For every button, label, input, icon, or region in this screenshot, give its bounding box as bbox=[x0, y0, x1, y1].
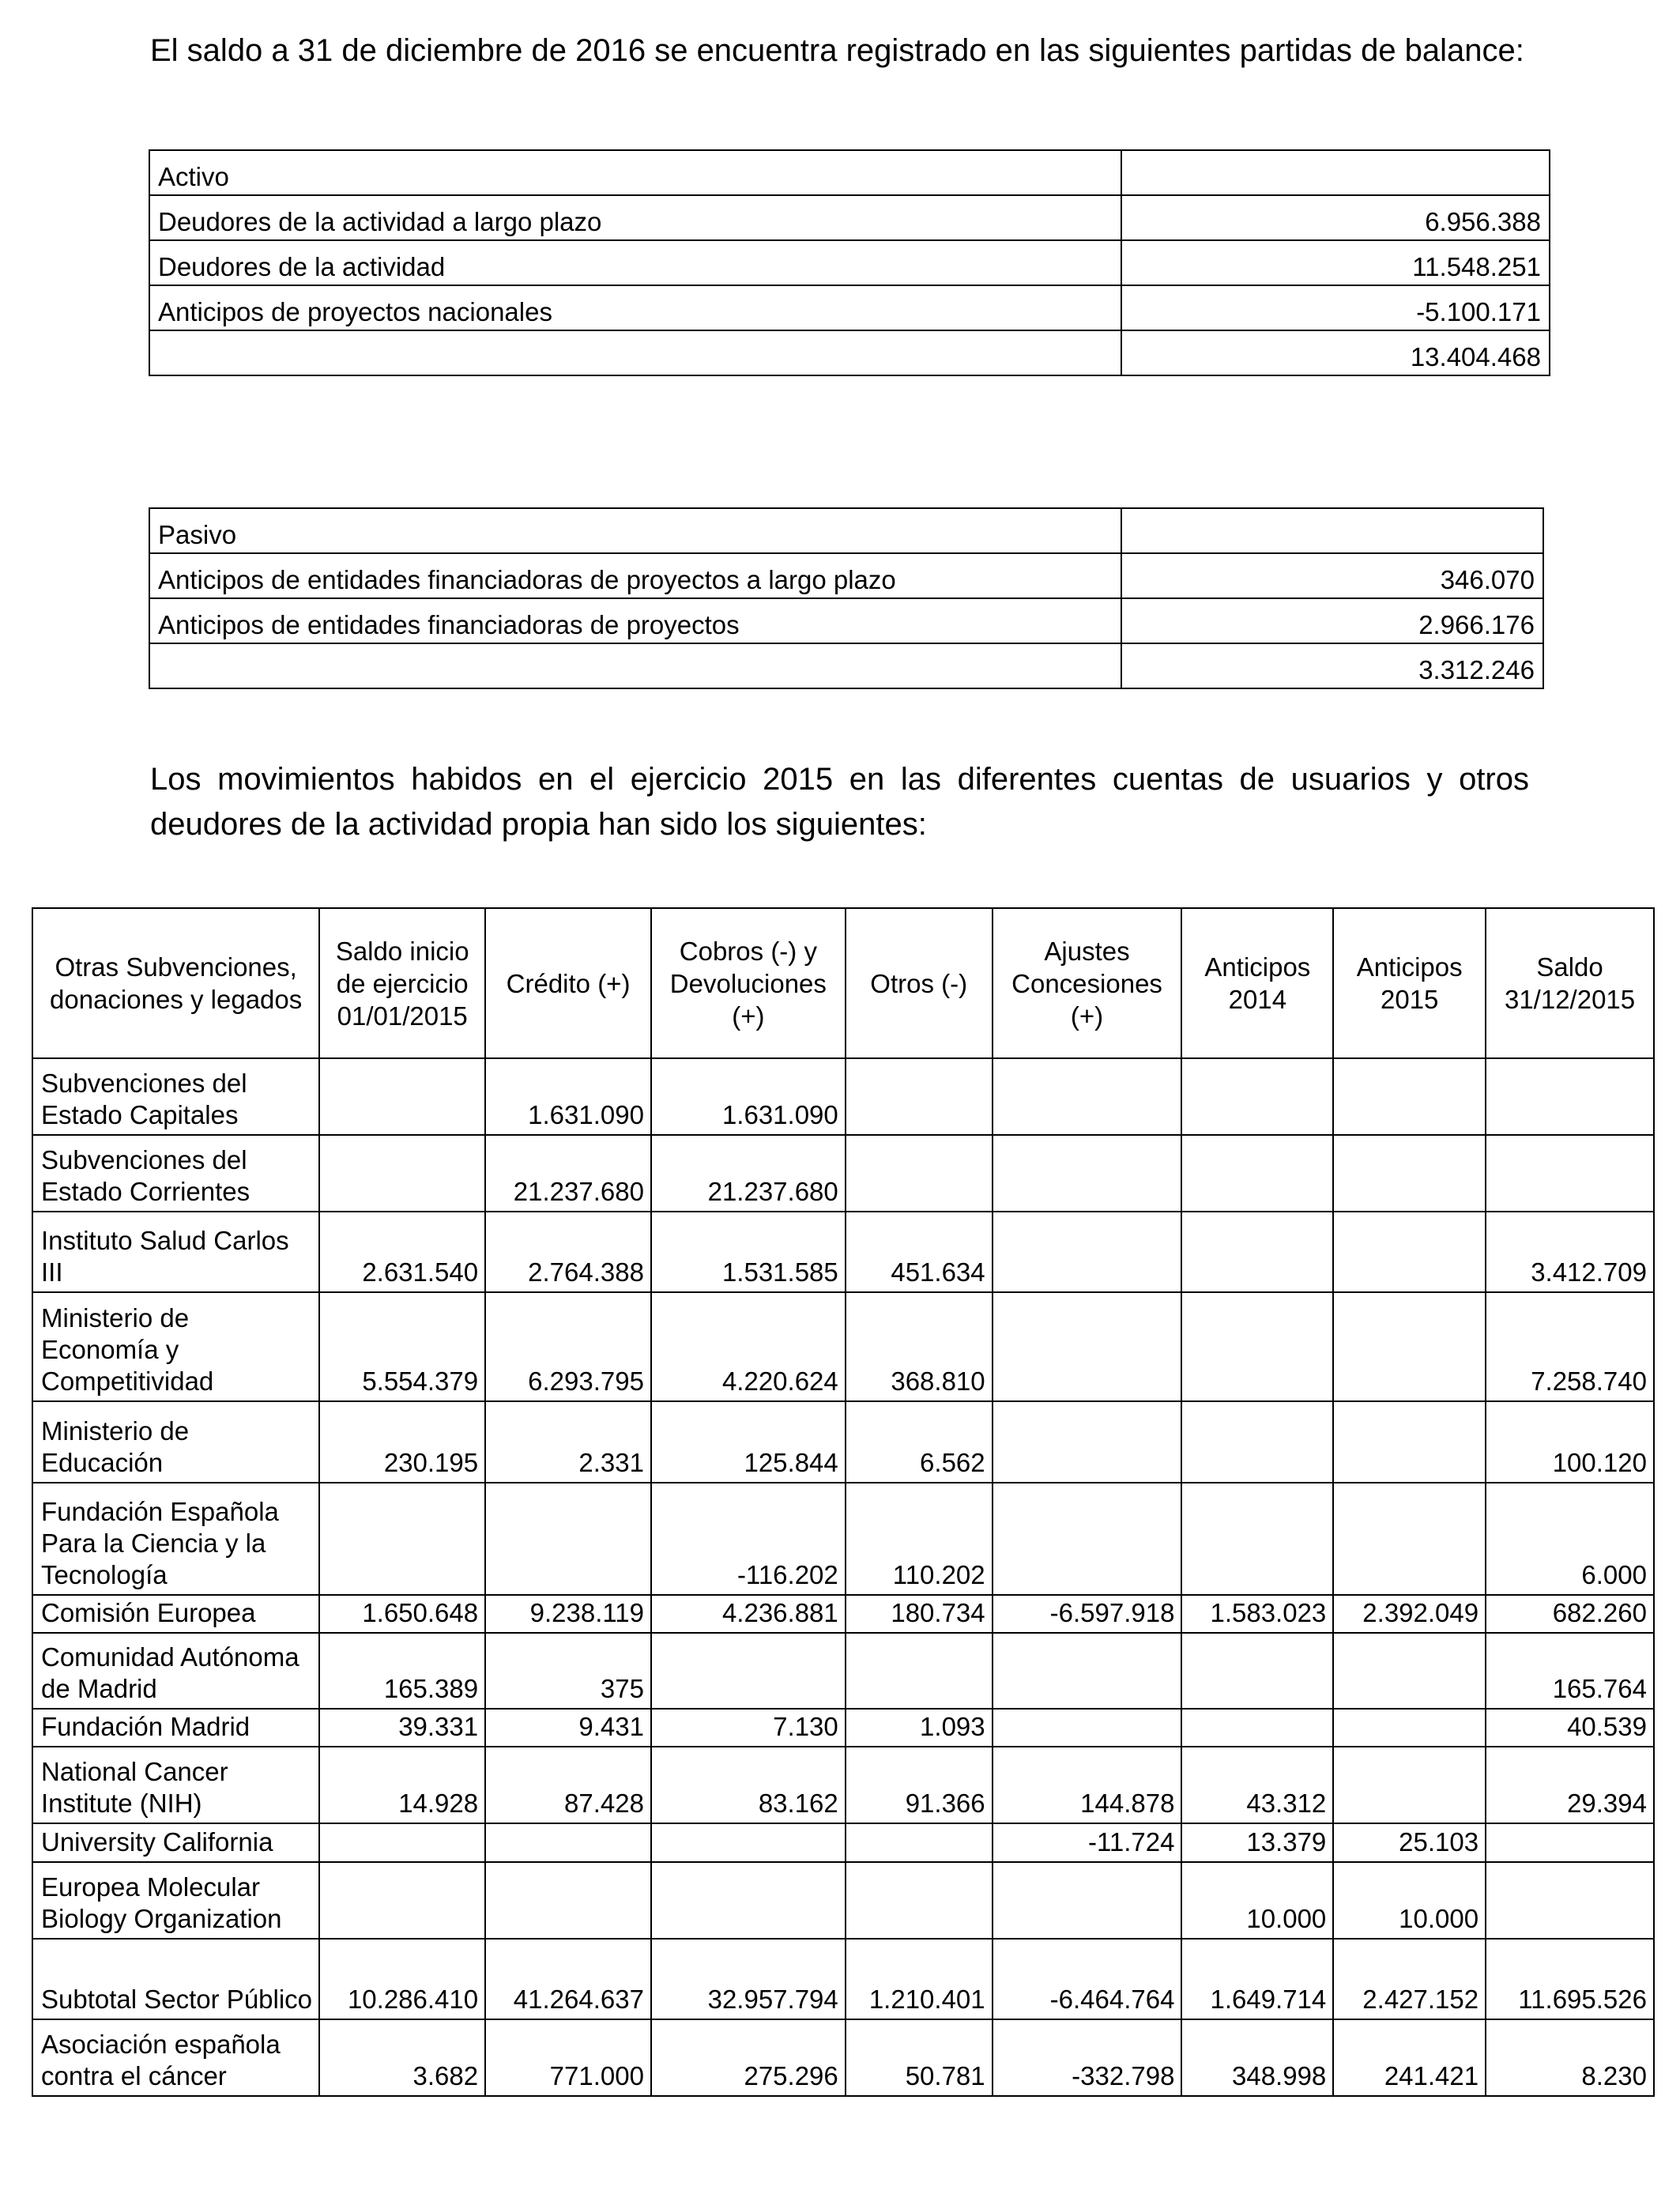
movimientos-row bbox=[32, 1633, 1654, 1709]
movimientos-value-cell: 2.764.388 bbox=[485, 1212, 651, 1292]
movimientos-value-cell: 7.130 bbox=[651, 1709, 846, 1747]
pasivo-value-cell bbox=[1121, 508, 1543, 553]
movimientos-entity-cell: Fundación Madrid bbox=[32, 1709, 319, 1747]
movimientos-value-cell: 1.531.585 bbox=[651, 1212, 846, 1292]
movimientos-entity-cell: Instituto Salud Carlos III bbox=[32, 1212, 319, 1292]
movimientos-entity-cell: Ministerio de Economía y Competitividad bbox=[32, 1292, 319, 1401]
movimientos-value-cell: 4.220.624 bbox=[651, 1292, 846, 1401]
movimientos-value-cell: 39.331 bbox=[319, 1709, 485, 1747]
movimientos-value-cell: 2.392.049 bbox=[1333, 1595, 1486, 1633]
activo-value-cell: 13.404.468 bbox=[1121, 330, 1550, 375]
activo-row bbox=[149, 285, 1550, 330]
pasivo-value-cell: 346.070 bbox=[1121, 553, 1543, 598]
movimientos-value-cell: -332.798 bbox=[993, 2019, 1182, 2096]
activo-label-cell: Activo bbox=[149, 150, 1121, 195]
movimientos-value-cell bbox=[1486, 1862, 1654, 1939]
movimientos-value-cell: 348.998 bbox=[1181, 2019, 1333, 2096]
pasivo-row bbox=[149, 508, 1543, 553]
movimientos-entity-cell: Subvenciones del Estado Capitales bbox=[32, 1058, 319, 1135]
movimientos-entity-cell: Europea Molecular Biology Organization bbox=[32, 1862, 319, 1939]
movimientos-value-cell bbox=[846, 1135, 993, 1212]
movimientos-value-cell: 10.286.410 bbox=[319, 1939, 485, 2019]
movimientos-value-cell bbox=[1333, 1135, 1486, 1212]
movimientos-value-cell: 771.000 bbox=[485, 2019, 651, 2096]
movimientos-header-cell: Saldo 31/12/2015 bbox=[1486, 908, 1654, 1058]
movimientos-value-cell: -6.464.764 bbox=[993, 1939, 1182, 2019]
movimientos-value-cell: 6.562 bbox=[846, 1401, 993, 1483]
movimientos-entity-cell: Subtotal Sector Público bbox=[32, 1939, 319, 2019]
movimientos-value-cell bbox=[993, 1633, 1182, 1709]
activo-value-cell: 11.548.251 bbox=[1121, 240, 1550, 285]
movimientos-value-cell: 10.000 bbox=[1181, 1862, 1333, 1939]
movimientos-value-cell: 2.331 bbox=[485, 1401, 651, 1483]
movimientos-value-cell: -6.597.918 bbox=[993, 1595, 1182, 1633]
movimientos-header-cell: Ajustes Concesiones (+) bbox=[993, 908, 1182, 1058]
movimientos-value-cell: 8.230 bbox=[1486, 2019, 1654, 2096]
movimientos-value-cell: 3.682 bbox=[319, 2019, 485, 2096]
movimientos-value-cell: 21.237.680 bbox=[651, 1135, 846, 1212]
movimientos-header-row bbox=[32, 908, 1654, 1058]
movimientos-value-cell bbox=[1333, 1633, 1486, 1709]
movimientos-value-cell bbox=[319, 1823, 485, 1862]
movimientos-value-cell bbox=[1181, 1058, 1333, 1135]
movimientos-value-cell bbox=[1333, 1483, 1486, 1595]
pasivo-label-cell: Anticipos de entidades financiadoras de proyectos a largo plazo bbox=[149, 553, 1121, 598]
movimientos-value-cell bbox=[846, 1823, 993, 1862]
movimientos-value-cell bbox=[1333, 1058, 1486, 1135]
movimientos-entity-cell: Ministerio de Educación bbox=[32, 1401, 319, 1483]
movimientos-header-cell: Anticipos 2014 bbox=[1181, 908, 1333, 1058]
movimientos-table bbox=[32, 907, 1655, 2097]
movimientos-value-cell: 43.312 bbox=[1181, 1747, 1333, 1823]
movimientos-value-cell bbox=[846, 1058, 993, 1135]
movimientos-header-cell: Otros (-) bbox=[846, 908, 993, 1058]
movimientos-value-cell bbox=[1333, 1709, 1486, 1747]
movimientos-header-cell: Crédito (+) bbox=[485, 908, 651, 1058]
activo-row bbox=[149, 240, 1550, 285]
movimientos-value-cell: 1.631.090 bbox=[651, 1058, 846, 1135]
movimientos-value-cell bbox=[993, 1709, 1182, 1747]
pasivo-row bbox=[149, 553, 1543, 598]
movimientos-value-cell bbox=[993, 1401, 1182, 1483]
movimientos-row bbox=[32, 1709, 1654, 1747]
movimientos-value-cell bbox=[1181, 1483, 1333, 1595]
movimientos-value-cell bbox=[1181, 1709, 1333, 1747]
movimientos-value-cell: 6.000 bbox=[1486, 1483, 1654, 1595]
movimientos-value-cell: 9.431 bbox=[485, 1709, 651, 1747]
movimientos-row bbox=[32, 1862, 1654, 1939]
movimientos-value-cell bbox=[1333, 1292, 1486, 1401]
movimientos-value-cell: 2.631.540 bbox=[319, 1212, 485, 1292]
movimientos-entity-cell: Asociación española contra el cáncer bbox=[32, 2019, 319, 2096]
movimientos-value-cell: 10.000 bbox=[1333, 1862, 1486, 1939]
movimientos-value-cell bbox=[1486, 1135, 1654, 1212]
movimientos-value-cell: 1.649.714 bbox=[1181, 1939, 1333, 2019]
movimientos-value-cell: 32.957.794 bbox=[651, 1939, 846, 2019]
movimientos-value-cell: 87.428 bbox=[485, 1747, 651, 1823]
movimientos-value-cell: 451.634 bbox=[846, 1212, 993, 1292]
activo-label-cell: Deudores de la actividad bbox=[149, 240, 1121, 285]
movimientos-value-cell: 368.810 bbox=[846, 1292, 993, 1401]
movimientos-value-cell bbox=[993, 1862, 1182, 1939]
movimientos-value-cell bbox=[319, 1483, 485, 1595]
movimientos-value-cell: 11.695.526 bbox=[1486, 1939, 1654, 2019]
pasivo-row bbox=[149, 643, 1543, 688]
movimientos-row bbox=[32, 1823, 1654, 1862]
pasivo-label-cell: Pasivo bbox=[149, 508, 1121, 553]
movimientos-value-cell: 91.366 bbox=[846, 1747, 993, 1823]
pasivo-table bbox=[149, 507, 1544, 689]
movimientos-value-cell: 100.120 bbox=[1486, 1401, 1654, 1483]
movimientos-entity-cell: Comunidad Autónoma de Madrid bbox=[32, 1633, 319, 1709]
movimientos-value-cell: 29.394 bbox=[1486, 1747, 1654, 1823]
movimientos-value-cell: 83.162 bbox=[651, 1747, 846, 1823]
pasivo-row bbox=[149, 598, 1543, 643]
movimientos-value-cell bbox=[651, 1823, 846, 1862]
activo-table bbox=[149, 149, 1550, 376]
movimientos-value-cell: 21.237.680 bbox=[485, 1135, 651, 1212]
movimientos-value-cell: 6.293.795 bbox=[485, 1292, 651, 1401]
activo-row bbox=[149, 150, 1550, 195]
movimientos-value-cell: 25.103 bbox=[1333, 1823, 1486, 1862]
movimientos-value-cell: 9.238.119 bbox=[485, 1595, 651, 1633]
movimientos-value-cell bbox=[993, 1212, 1182, 1292]
movimientos-value-cell bbox=[319, 1058, 485, 1135]
movimientos-value-cell bbox=[993, 1483, 1182, 1595]
movimientos-value-cell: 40.539 bbox=[1486, 1709, 1654, 1747]
movimientos-value-cell bbox=[1181, 1212, 1333, 1292]
movimientos-entity-cell: Fundación Española Para la Ciencia y la Tecnología bbox=[32, 1483, 319, 1595]
movimientos-value-cell bbox=[485, 1483, 651, 1595]
movimientos-row bbox=[32, 1939, 1654, 2019]
movimientos-header-cell: Otras Subvenciones, donaciones y legados bbox=[32, 908, 319, 1058]
activo-label-cell: Deudores de la actividad a largo plazo bbox=[149, 195, 1121, 240]
movimientos-value-cell bbox=[319, 1862, 485, 1939]
movimientos-value-cell: 1.210.401 bbox=[846, 1939, 993, 2019]
movimientos-value-cell: 241.421 bbox=[1333, 2019, 1486, 2096]
movimientos-value-cell: 165.389 bbox=[319, 1633, 485, 1709]
movimientos-value-cell: -11.724 bbox=[993, 1823, 1182, 1862]
movimientos-value-cell: 180.734 bbox=[846, 1595, 993, 1633]
movimientos-value-cell bbox=[993, 1135, 1182, 1212]
movimientos-value-cell: 3.412.709 bbox=[1486, 1212, 1654, 1292]
movimientos-value-cell: 2.427.152 bbox=[1333, 1939, 1486, 2019]
activo-value-cell: -5.100.171 bbox=[1121, 285, 1550, 330]
movimientos-value-cell: 50.781 bbox=[846, 2019, 993, 2096]
activo-label-cell: Anticipos de proyectos nacionales bbox=[149, 285, 1121, 330]
movimientos-value-cell: 230.195 bbox=[319, 1401, 485, 1483]
movimientos-value-cell: 1.650.648 bbox=[319, 1595, 485, 1633]
movimientos-row bbox=[32, 1292, 1654, 1401]
movimientos-entity-cell: University California bbox=[32, 1823, 319, 1862]
activo-label-cell bbox=[149, 330, 1121, 375]
movimientos-header-cell: Saldo inicio de ejercicio 01/01/2015 bbox=[319, 908, 485, 1058]
movimientos-value-cell bbox=[846, 1633, 993, 1709]
movimientos-value-cell bbox=[1181, 1633, 1333, 1709]
pasivo-value-cell: 2.966.176 bbox=[1121, 598, 1543, 643]
movimientos-value-cell bbox=[319, 1135, 485, 1212]
movimientos-value-cell: 5.554.379 bbox=[319, 1292, 485, 1401]
movimientos-row bbox=[32, 1058, 1654, 1135]
movimientos-value-cell: 275.296 bbox=[651, 2019, 846, 2096]
movimientos-value-cell: -116.202 bbox=[651, 1483, 846, 1595]
activo-value-cell: 6.956.388 bbox=[1121, 195, 1550, 240]
movimientos-value-cell: 13.379 bbox=[1181, 1823, 1333, 1862]
movimientos-value-cell: 144.878 bbox=[993, 1747, 1182, 1823]
movimientos-value-cell: 41.264.637 bbox=[485, 1939, 651, 2019]
movimientos-row bbox=[32, 1483, 1654, 1595]
pasivo-label-cell bbox=[149, 643, 1121, 688]
movimientos-value-cell bbox=[993, 1292, 1182, 1401]
movimientos-value-cell bbox=[1486, 1823, 1654, 1862]
movimientos-value-cell: 1.093 bbox=[846, 1709, 993, 1747]
movimientos-value-cell: 14.928 bbox=[319, 1747, 485, 1823]
movimientos-header-cell: Cobros (-) y Devoluciones (+) bbox=[651, 908, 846, 1058]
movimientos-value-cell bbox=[1333, 1401, 1486, 1483]
activo-row bbox=[149, 330, 1550, 375]
movimientos-value-cell: 7.258.740 bbox=[1486, 1292, 1654, 1401]
movimientos-row bbox=[32, 1401, 1654, 1483]
movimientos-row bbox=[32, 1135, 1654, 1212]
movimientos-value-cell: 165.764 bbox=[1486, 1633, 1654, 1709]
movimientos-intro-paragraph: Los movimientos habidos en el ejercicio 2015 en las diferentes cuentas de usuarios y otros deudores de la actividad propia han sido los siguientes: bbox=[150, 762, 1529, 842]
movimientos-value-cell bbox=[1333, 1212, 1486, 1292]
movimientos-entity-cell: National Cancer Institute (NIH) bbox=[32, 1747, 319, 1823]
movimientos-value-cell: 125.844 bbox=[651, 1401, 846, 1483]
movimientos-value-cell: 110.202 bbox=[846, 1483, 993, 1595]
movimientos-value-cell bbox=[651, 1862, 846, 1939]
movimientos-row bbox=[32, 2019, 1654, 2096]
movimientos-value-cell bbox=[1181, 1292, 1333, 1401]
movimientos-value-cell bbox=[846, 1862, 993, 1939]
movimientos-value-cell bbox=[651, 1633, 846, 1709]
pasivo-value-cell: 3.312.246 bbox=[1121, 643, 1543, 688]
movimientos-value-cell: 1.631.090 bbox=[485, 1058, 651, 1135]
activo-row bbox=[149, 195, 1550, 240]
movimientos-value-cell: 682.260 bbox=[1486, 1595, 1654, 1633]
movimientos-value-cell: 4.236.881 bbox=[651, 1595, 846, 1633]
activo-value-cell bbox=[1121, 150, 1550, 195]
movimientos-header-cell: Anticipos 2015 bbox=[1333, 908, 1486, 1058]
movimientos-value-cell bbox=[1181, 1135, 1333, 1212]
movimientos-entity-cell: Comisión Europea bbox=[32, 1595, 319, 1633]
movimientos-value-cell bbox=[1181, 1401, 1333, 1483]
intro-paragraph: El saldo a 31 de diciembre de 2016 se encuentra registrado en las siguientes partidas de balance: bbox=[150, 33, 1524, 68]
movimientos-row bbox=[32, 1595, 1654, 1633]
movimientos-entity-cell: Subvenciones del Estado Corrientes bbox=[32, 1135, 319, 1212]
pasivo-label-cell: Anticipos de entidades financiadoras de proyectos bbox=[149, 598, 1121, 643]
movimientos-value-cell bbox=[993, 1058, 1182, 1135]
movimientos-value-cell: 375 bbox=[485, 1633, 651, 1709]
movimientos-value-cell bbox=[1486, 1058, 1654, 1135]
movimientos-value-cell bbox=[485, 1823, 651, 1862]
movimientos-value-cell: 1.583.023 bbox=[1181, 1595, 1333, 1633]
movimientos-row bbox=[32, 1212, 1654, 1292]
movimientos-value-cell bbox=[1333, 1747, 1486, 1823]
movimientos-row bbox=[32, 1747, 1654, 1823]
movimientos-value-cell bbox=[485, 1862, 651, 1939]
